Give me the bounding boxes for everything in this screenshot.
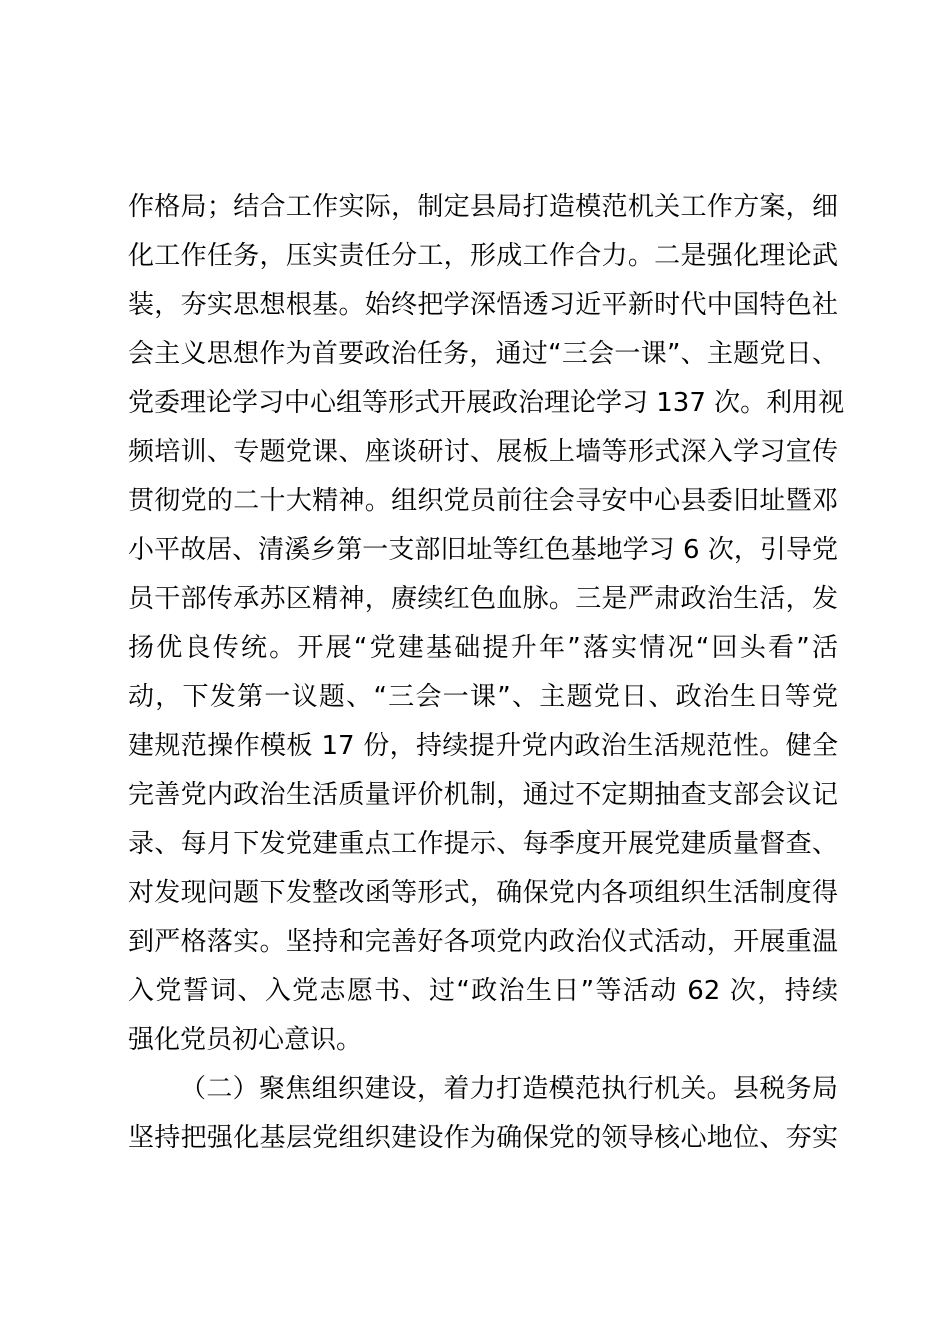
text-line: 化工作任务，压实责任分工，形成工作合力。二是强化理论武 xyxy=(128,241,838,271)
paragraph-1 xyxy=(128,183,845,1065)
text-line: 频培训、专题党课、座谈研讨、展板上墙等形式深入学习宣传 xyxy=(128,437,838,467)
text-line: 录、每月下发党建重点工作提示、每季度开展党建质量督查、 xyxy=(128,829,838,859)
text-line: 建规范操作模板 17 份，持续提升党内政治生活规范性。健全 xyxy=(128,731,838,761)
section-heading-line: （二）聚焦组织建设，着力打造模范执行机关。县税务局 xyxy=(180,1074,838,1104)
document-body xyxy=(128,183,845,1163)
text-line: 装，夯实思想根基。始终把学深悟透习近平新时代中国特色社 xyxy=(128,290,838,320)
text-line: 扬优良传统。开展“党建基础提升年”落实情况“回头看”活 xyxy=(128,633,838,663)
text-line: 完善党内政治生活质量评价机制，通过不定期抽查支部会议记 xyxy=(128,780,838,810)
text-line: 入党誓词、入党志愿书、过“政治生日”等活动 62 次，持续 xyxy=(128,976,838,1006)
text-line: 贯彻党的二十大精神。组织党员前往会寻安中心县委旧址暨邓 xyxy=(128,486,838,516)
text-line: 到严格落实。坚持和完善好各项党内政治仪式活动，开展重温 xyxy=(128,927,838,957)
text-line: 强化党员初心意识。 xyxy=(128,1025,363,1055)
text-line: 党委理论学习中心组等形式开展政治理论学习 137 次。利用视 xyxy=(128,388,845,418)
text-line: 小平故居、清溪乡第一支部旧址等红色基地学习 6 次，引导党 xyxy=(128,535,838,565)
paragraph-2 xyxy=(128,1065,838,1163)
text-line: 动，下发第一议题、“三会一课”、主题党日、政治生日等党 xyxy=(128,682,838,712)
text-line: 坚持把强化基层党组织建设作为确保党的领导核心地位、夯实 xyxy=(128,1123,838,1153)
text-line: 会主义思想作为首要政治任务，通过“三会一课”、主题党日、 xyxy=(128,339,838,369)
text-line: 作格局；结合工作实际，制定县局打造模范机关工作方案，细 xyxy=(128,192,838,222)
text-line: 对发现问题下发整改函等形式，确保党内各项组织生活制度得 xyxy=(128,878,838,908)
text-line: 员干部传承苏区精神，赓续红色血脉。三是严肃政治生活，发 xyxy=(128,584,838,614)
